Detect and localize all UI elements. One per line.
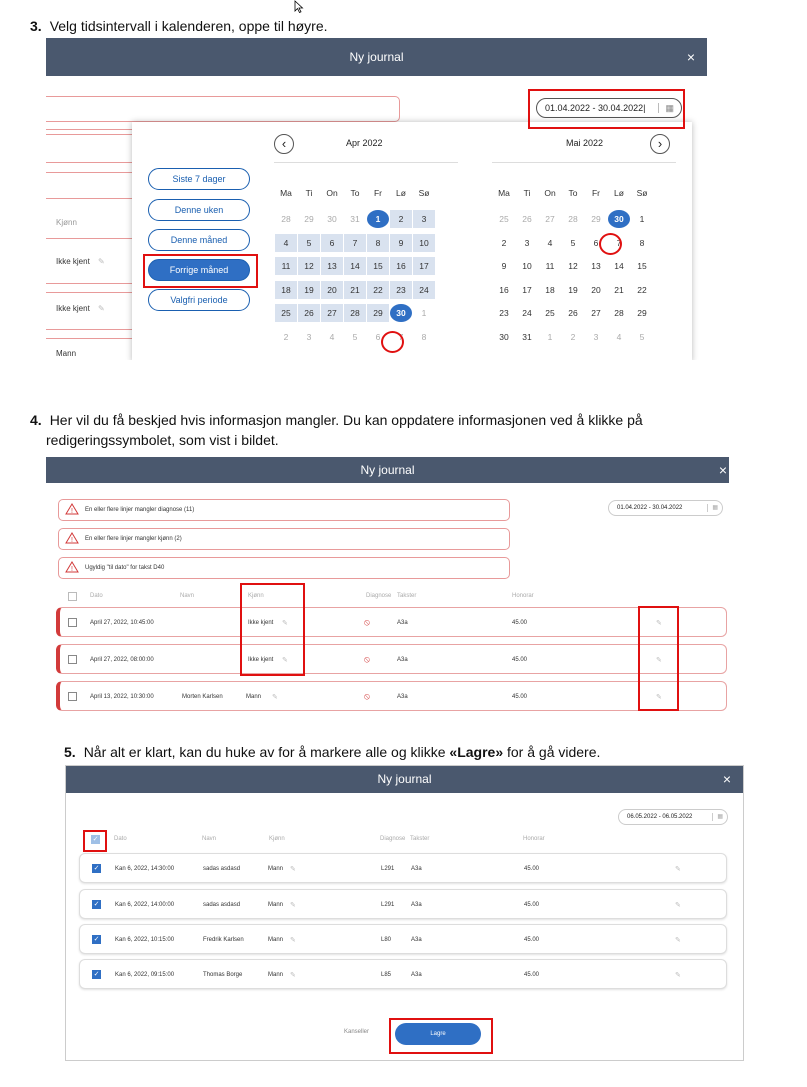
close-icon[interactable]: × [718,462,727,478]
row-gender: Mann [246,694,262,700]
day-cell[interactable]: 15 [637,261,647,271]
day-cell[interactable]: 27 [321,304,343,322]
step-4-instruction [30,410,800,450]
day-cell[interactable]: 18 [545,285,555,295]
day-cell[interactable]: 30 [390,304,412,322]
close-icon[interactable]: × [722,771,731,787]
date-range-field[interactable] [608,500,723,516]
day-cell[interactable]: 28 [344,304,366,322]
day-cell[interactable]: 1 [547,332,553,342]
day-cell[interactable]: 3 [413,210,435,228]
row-procedure: A3a [397,657,408,663]
edit-icon[interactable]: ✎ [98,257,105,266]
day-cell[interactable]: 27 [591,308,601,318]
missing-diagnosis-icon: ⦸ [364,691,370,701]
edit-icon[interactable]: ✎ [656,694,662,701]
row-fee: 45.00 [512,694,528,700]
day-cell[interactable]: 24 [413,281,435,299]
day-cell[interactable]: 19 [298,281,320,299]
gender-header: Kjønn [56,218,77,227]
day-cell[interactable]: 4 [275,234,297,252]
edit-icon[interactable]: ✎ [282,657,288,664]
day-cell[interactable]: 10 [413,234,435,252]
row-checkbox[interactable]: ✓ [93,936,100,943]
row-diagnosis: L291 [381,902,395,908]
weekday-label: Sø [418,188,430,198]
row-diagnosis: L85 [381,972,392,978]
row-name: sadas asdasd [203,902,241,908]
right-month-title: Mai 2022 [566,138,604,148]
row-name: Fredrik Karlsen [203,937,244,943]
svg-text:!: ! [71,566,73,573]
step-3-screenshot [46,38,707,360]
divider [46,134,136,135]
row-fee: 45.00 [512,657,528,663]
svg-text:!: ! [71,508,73,515]
next-month-button[interactable]: › [650,134,670,154]
row-fee: 45.00 [512,620,528,626]
day-cell[interactable]: 1 [639,214,645,224]
row-procedure: A3a [397,620,408,626]
weekday-label: Lø [396,188,406,198]
highlight-box [528,89,685,129]
row-fee: 45.00 [524,937,540,943]
row-date: April 27, 2022, 10:45:00 [90,620,154,626]
col-header-name: Navn [202,836,217,842]
highlight-box [638,606,679,711]
step-number: 4. [30,412,42,428]
divider [46,283,136,284]
row-diagnosis: L291 [381,866,395,872]
day-cell[interactable]: 30 [327,214,337,224]
modal-title: Ny journal [360,463,415,477]
day-cell[interactable]: 2 [501,238,507,248]
row-name: Thomas Borge [203,972,243,978]
day-cell[interactable]: 30 [608,210,630,228]
row-diagnosis: L80 [381,937,392,943]
calendar-icon[interactable]: ▦ [712,505,718,511]
col-header-diagnosis: Diagnose [366,593,392,599]
day-cell[interactable]: 7 [398,332,404,342]
day-cell[interactable]: 2 [390,210,412,228]
table-row[interactable] [79,924,727,954]
edit-icon[interactable]: ✎ [290,937,296,944]
divider [46,172,136,173]
day-cell[interactable]: 26 [568,308,578,318]
day-cell[interactable]: 20 [321,281,343,299]
weekday-label: To [568,188,578,198]
row-gender: Mann [268,972,284,978]
modal-titlebar [46,457,729,483]
table-row[interactable] [56,681,727,711]
weekday-label: Lø [614,188,624,198]
day-cell[interactable]: 28 [281,214,291,224]
row-fee: 45.00 [524,902,540,908]
day-cell[interactable]: 29 [304,214,314,224]
row-checkbox[interactable] [68,618,77,627]
warning-text: Ugyldig "til dato" for takst D40 [85,565,165,571]
col-header-procedures: Takster [410,836,430,842]
table-row[interactable] [79,959,727,989]
weekday-label: Ma [280,188,292,198]
step-3-instruction [30,16,328,36]
day-cell[interactable]: 8 [639,238,645,248]
day-cell[interactable]: 4 [329,332,335,342]
table-row[interactable] [56,607,727,637]
edit-icon[interactable]: ✎ [290,972,296,979]
calendar-icon[interactable]: ▦ [717,814,723,820]
gender-cell: Ikke kjent ✎ [56,257,105,266]
mouse-cursor-icon [294,0,304,12]
divider [46,329,136,330]
warning-icon [65,503,79,515]
divider [46,338,136,339]
divider [46,292,136,293]
date-range-value: 01.04.2022 - 30.04.2022| [545,103,646,113]
warning-invalid-date [58,557,510,579]
warning-missing-diagnosis [58,499,510,521]
row-gender: Mann [268,902,284,908]
warning-text: En eller flere linjer mangler kjønn (2) [85,536,182,542]
weekday-label: Ti [305,188,313,198]
step-text-post: for å gå videre. [503,744,601,760]
day-cell[interactable]: 30 [499,332,509,342]
day-cell[interactable]: 2 [570,332,576,342]
day-cell[interactable]: 3 [524,238,530,248]
day-cell[interactable]: 9 [390,234,412,252]
col-header-date: Dato [90,593,103,599]
step-text: Velg tidsintervall i kalenderen, oppe til høyre. [49,18,328,34]
day-cell[interactable]: 6 [593,238,599,248]
row-checkbox[interactable]: ✓ [93,971,100,978]
day-cell[interactable]: 5 [639,332,645,342]
row-date: Kan 6, 2022, 10:15:00 [115,937,175,943]
day-cell[interactable]: 23 [390,281,412,299]
row-checkbox[interactable]: ✓ [93,901,100,908]
row-date: April 27, 2022, 08:00:00 [90,657,154,663]
day-cell[interactable]: 1 [367,210,389,228]
step-5-screenshot [65,765,744,1061]
preset-this-week[interactable]: Denne uken [148,199,250,221]
col-header-name: Navn [180,593,195,599]
row-date: April 13, 2022, 10:30:00 [90,694,154,700]
row-gender: Mann [268,866,284,872]
step-text: Her vil du få beskjed hvis informasjon mangler. Du kan oppdatere informasjonen ved å klikke på [49,412,643,428]
row-procedure: A3a [411,866,422,872]
step-number: 5. [64,744,76,760]
day-cell[interactable]: 12 [298,257,320,275]
day-cell[interactable]: 8 [367,234,389,252]
step-text-bold: «Lagre» [449,744,504,760]
day-cell[interactable]: 9 [501,261,507,271]
modal-titlebar [66,766,743,793]
edit-icon[interactable]: ✎ [272,694,278,701]
day-cell[interactable]: 26 [298,304,320,322]
svg-text:!: ! [71,537,73,544]
row-name: sadas asdasd [203,866,241,872]
divider [492,162,676,163]
row-date: Kan 6, 2022, 14:30:00 [115,866,175,872]
edit-icon[interactable]: ✎ [675,902,681,909]
modal-titlebar [46,38,707,76]
edit-icon[interactable]: ✎ [675,972,681,979]
day-cell[interactable]: 17 [413,257,435,275]
day-cell[interactable]: 1 [421,308,427,318]
highlight-box [143,254,258,288]
save-button[interactable]: Lagre [395,1023,481,1045]
row-procedure: A3a [411,937,422,943]
day-cell[interactable]: 16 [390,257,412,275]
day-cell[interactable]: 5 [352,332,358,342]
table-row[interactable] [79,853,727,883]
step-text-2: redigeringssymbolet, som vist i bildet. [46,432,279,448]
edit-icon[interactable]: ✎ [656,657,662,664]
weekday-label: On [544,188,556,198]
step-number: 3. [30,18,42,34]
highlight-box [83,830,107,852]
warning-icon [65,561,79,573]
day-cell[interactable]: 17 [522,285,532,295]
row-date: Kan 6, 2022, 09:15:00 [115,972,175,978]
day-cell[interactable]: 7 [344,234,366,252]
preset-previous-month[interactable]: Forrige måned [148,259,250,281]
day-cell[interactable]: 29 [591,214,601,224]
close-icon[interactable]: × [686,49,695,65]
table-row[interactable] [56,644,727,674]
row-date: Kan 6, 2022, 14:00:00 [115,902,175,908]
date-range-field[interactable] [618,809,728,825]
day-cell[interactable]: 5 [298,234,320,252]
select-all-checkbox[interactable] [68,592,77,601]
edit-icon[interactable]: ✎ [675,866,681,873]
row-checkbox[interactable] [68,692,77,701]
edit-icon[interactable]: ✎ [675,937,681,944]
weekday-label: Sø [636,188,648,198]
day-cell[interactable]: 5 [570,238,576,248]
col-header-date: Dato [114,836,127,842]
step-5-instruction [64,742,600,762]
weekday-label: Fr [591,188,601,198]
day-cell[interactable]: 12 [568,261,578,271]
prev-month-button[interactable]: ‹ [274,134,294,154]
edit-icon[interactable]: ✎ [282,620,288,627]
divider [46,129,136,130]
weekday-label: On [326,188,338,198]
row-procedure: A3a [411,972,422,978]
day-cell[interactable]: 25 [545,308,555,318]
day-cell[interactable]: 21 [344,281,366,299]
edit-icon[interactable]: ✎ [98,304,105,313]
day-cell[interactable]: 19 [568,285,578,295]
day-cell[interactable]: 29 [637,308,647,318]
day-cell[interactable]: 16 [499,285,509,295]
day-cell[interactable]: 11 [545,261,555,271]
day-cell[interactable]: 13 [321,257,343,275]
missing-diagnosis-icon: ⦸ [364,617,370,627]
warning-icon [65,532,79,544]
day-cell[interactable]: 3 [306,332,312,342]
row-procedure: A3a [397,694,408,700]
table-row[interactable] [79,889,727,919]
cancel-button[interactable]: Kanseller [344,1029,370,1035]
edit-icon[interactable]: ✎ [290,866,296,873]
day-cell[interactable]: 6 [375,332,381,342]
day-cell[interactable]: 20 [591,285,601,295]
gender-cell: Ikke kjent ✎ [56,304,105,313]
day-cell[interactable]: 2 [283,332,289,342]
day-cell[interactable]: 14 [344,257,366,275]
day-cell[interactable]: 26 [522,214,532,224]
row-procedure: A3a [411,902,422,908]
day-cell[interactable]: 18 [275,281,297,299]
warning-text: En eller flere linjer mangler diagnose (11) [85,507,195,513]
highlight-circle [599,233,622,255]
edit-icon[interactable]: ✎ [290,902,296,909]
day-cell[interactable]: 11 [275,257,297,275]
row-checkbox[interactable]: ✓ [93,865,100,872]
row-name: Morten Karlsen [182,694,223,700]
warning-missing-gender [58,528,510,550]
day-cell[interactable]: 22 [637,285,647,295]
date-range-value: 01.04.2022 - 30.04.2022 [617,505,683,511]
step-4-screenshot [46,457,729,722]
day-cell[interactable]: 29 [367,304,389,322]
select-all-checkbox[interactable]: ✓ [92,836,99,843]
day-cell[interactable]: 6 [321,234,343,252]
day-cell[interactable]: 14 [614,261,624,271]
highlight-box [389,1018,493,1054]
modal-title: Ny journal [377,772,432,786]
weekday-label: To [350,188,360,198]
modal-title: Ny journal [349,50,404,64]
warning-row-bg [46,96,400,122]
divider [274,162,458,163]
day-cell[interactable]: 10 [522,261,532,271]
day-cell[interactable]: 7 [616,238,622,248]
preset-last-7-days[interactable]: Siste 7 dager [148,168,250,190]
row-fee: 45.00 [524,866,540,872]
gender-cell: Mann [56,349,77,358]
day-cell[interactable]: 22 [367,281,389,299]
col-header-diagnosis: Diagnose [380,836,406,842]
highlight-circle [381,331,404,353]
day-cell[interactable]: 4 [616,332,622,342]
col-header-fee: Honorar [512,593,534,599]
row-gender: Ikke kjent [248,657,274,663]
day-cell[interactable]: 31 [522,332,532,342]
day-cell[interactable]: 24 [522,308,532,318]
day-cell[interactable]: 8 [421,332,427,342]
day-cell[interactable]: 28 [568,214,578,224]
divider [46,198,136,199]
weekday-label: Ma [498,188,510,198]
day-cell[interactable]: 13 [591,261,601,271]
date-range-value: 06.05.2022 - 06.05.2022 [627,814,693,820]
weekday-label: Ti [523,188,531,198]
day-cell[interactable]: 25 [499,214,509,224]
day-cell[interactable]: 31 [350,214,360,224]
left-month-title: Apr 2022 [346,138,383,148]
col-header-fee: Honorar [523,836,545,842]
day-cell[interactable]: 25 [275,304,297,322]
preset-custom-period[interactable]: Valgfri periode [148,289,250,311]
divider [46,238,136,239]
day-cell[interactable]: 15 [367,257,389,275]
row-checkbox[interactable] [68,655,77,664]
day-cell[interactable]: 3 [593,332,599,342]
row-gender: Ikke kjent [248,620,274,626]
highlight-box [240,583,305,676]
day-cell[interactable]: 4 [547,238,553,248]
col-header-procedures: Takster [397,593,417,599]
preset-this-month[interactable]: Denne måned [148,229,250,251]
day-cell[interactable]: 23 [499,308,509,318]
edit-icon[interactable]: ✎ [656,620,662,627]
day-cell[interactable]: 27 [545,214,555,224]
col-header-gender: Kjønn [248,593,264,599]
day-cell[interactable]: 28 [614,308,624,318]
step-text: Når alt er klart, kan du huke av for å markere alle og klikke [83,744,450,760]
day-cell[interactable]: 21 [614,285,624,295]
row-fee: 45.00 [524,972,540,978]
weekday-label: Fr [373,188,383,198]
missing-diagnosis-icon: ⦸ [364,654,370,664]
row-gender: Mann [268,937,284,943]
divider [46,162,136,163]
calendar-icon[interactable]: ▦ [665,103,674,113]
col-header-gender: Kjønn [269,836,285,842]
